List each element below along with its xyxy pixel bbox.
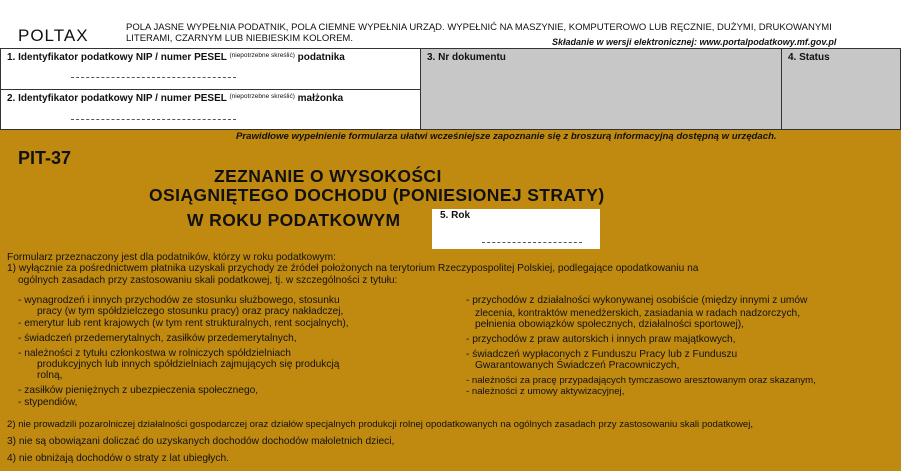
electronic-submission-note: Składanie w wersji elektronicznej: www.portalpodatkowy.mf.gov.pl — [552, 37, 837, 47]
instructions-line-1: POLA JASNE WYPEŁNIA PODATNIK, POLA CIEMNE WYPEŁNIA URZĄD. WYPEŁNIĆ NA MASZYNIE, KOMPUTEROWO LUB RĘCZNIE, DUŻYMI, DRUKOWANYMI — [126, 22, 832, 33]
field-1-label: 1. Identyfikator podatkowy NIP / numer PESEL $^{(niepotrzebne skreślić)}$ podatnika — [7, 52, 345, 63]
instructions-line-2: LITERAMI, CZARNYM LUB NIEBIESKIM KOLOREM. — [126, 33, 353, 44]
field-3-document-number — [420, 48, 782, 130]
list-item: zlecenia, kontraktów menedżerskich, zasiadania w radach nadzorczych, — [475, 308, 801, 319]
list-item: - świadczeń przedemerytalnych, zasiłków przedemerytalnych, — [18, 333, 297, 344]
list-item: - świadczeń wypłaconych z Funduszu Pracy lub z Funduszu — [466, 349, 738, 360]
list-item: - zasiłków pieniężnych z ubezpieczenia społecznego, — [18, 385, 259, 396]
list-item: Gwarantowanych Świadczeń Pracowniczych, — [475, 360, 680, 371]
field-2-label: 2. Identyfikator podatkowy NIP / numer PESEL $^{(niepotrzebne skreślić)}$ małżonka — [7, 93, 344, 104]
list-item: pełnienia obowiązków społecznych, działalności sportowej), — [475, 319, 744, 330]
intro-text: Formularz przeznaczony jest dla podatników, którzy w roku podatkowym: — [7, 252, 336, 263]
field-4-status — [781, 48, 901, 130]
field-1-small-note: (niepotrzebne skreślić) — [229, 52, 295, 59]
promo-note: Prawidłowe wypełnienie formularza ułatwi wcześniejsze zapoznanie się z broszurą informacyjną dostępną w urzędach. — [236, 131, 777, 142]
list-item: pracy (w tym spółdzielczego stosunku pracy) oraz pracy nakładczej, — [37, 306, 344, 317]
list-item: - przychodów z praw autorskich i innych praw majątkowych, — [466, 334, 736, 345]
field-1-entry-line — [71, 75, 236, 78]
list-item: - należności za pracę przypadających tymczasowo aresztowanym oraz skazanym, — [466, 375, 816, 386]
field-4-label: 4. Status — [788, 52, 830, 63]
field-1-nip-taxpayer[interactable] — [0, 48, 421, 90]
list-item: produkcyjnych lub innych spółdzielniach zajmujących się produkcją — [37, 359, 340, 370]
list-item: rolną, — [37, 370, 63, 381]
field-5-label: 5. Rok — [440, 210, 471, 221]
identification-section — [0, 48, 901, 130]
field-2-small-note: (niepotrzebne skreślić) — [229, 93, 295, 100]
field-2-nip-spouse[interactable] — [0, 89, 421, 130]
point-1-line-1: 1) wyłącznie za pośrednictwem płatnika uzyskali przychody ze źródeł położonych na terytorium Rzeczypospolitej Polskiej, podlegające opodatkowaniu na — [7, 263, 699, 274]
list-item: - należności z umowy aktywizacyjnej, — [466, 386, 625, 397]
point-3: 3) nie są obowiązani doliczać do uzyskanych dochodów dochodów małoletnich dzieci, — [7, 436, 395, 447]
form-title-line-2: OSIĄGNIĘTEGO DOCHODU (PONIESIONEJ STRATY) — [149, 185, 605, 205]
field-2-entry-line — [71, 117, 236, 120]
list-item: - stypendiów, — [18, 397, 78, 408]
field-3-label: 3. Nr dokumentu — [427, 52, 506, 63]
left-income-list — [18, 295, 349, 408]
form-title-line-1: ZEZNANIE O WYSOKOŚCI — [214, 166, 442, 186]
list-item: - wynagrodzeń i innych przychodów ze stosunku służbowego, stosunku — [18, 295, 340, 306]
point-1-line-2: ogólnych zasadach przy zastosowaniu skali podatkowej, tj. w szczególności z tytułu: — [18, 275, 398, 286]
list-item: - emerytur lub rent krajowych (w tym rent strukturalnych, rent socjalnych), — [18, 318, 349, 329]
point-4: 4) nie obniżają dochodów o straty z lat ubiegłych. — [7, 453, 229, 464]
list-item: - przychodów z działalności wykonywanej osobiście (między innymi z umów — [466, 295, 808, 306]
point-2: 2) nie prowadzili pozarolniczej działalności gospodarczej oraz działów specjalnych produkcji rolnej opodatkowanych na ogólnych zasadach przy zastosowaniu skali podatkowej, — [7, 419, 754, 430]
form-code: PIT-37 — [18, 148, 72, 168]
form-title-line-3: W ROKU PODATKOWYM — [187, 210, 401, 230]
list-item: - należności z tytułu członkostwa w rolniczych spółdzielniach — [18, 348, 291, 359]
field-5-entry-line — [482, 240, 582, 243]
right-income-list — [466, 295, 816, 397]
brand-logo: POLTAX — [18, 26, 89, 45]
